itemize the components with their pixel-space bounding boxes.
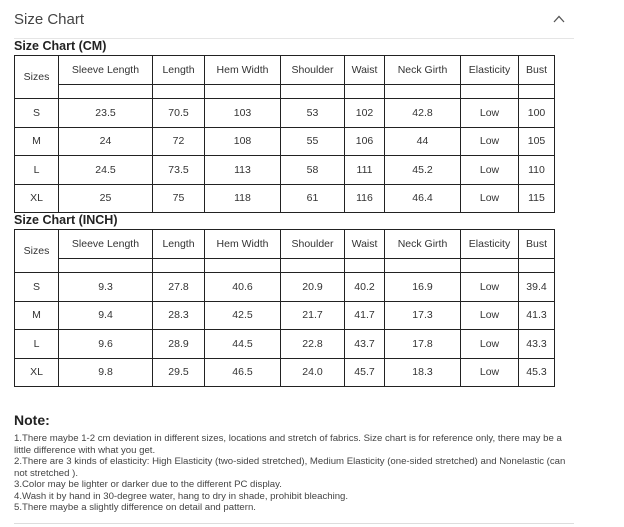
column-header: Bust [519, 230, 555, 259]
empty-cell [153, 85, 205, 99]
table-row [15, 127, 555, 156]
table-cell: 20.9 [281, 273, 345, 302]
table-cell: Low [461, 184, 519, 213]
table-cell: 27.8 [153, 273, 205, 302]
table-cell: 42.5 [205, 301, 281, 330]
table-cell: 29.5 [153, 358, 205, 387]
table-cell: 28.9 [153, 330, 205, 359]
empty-cell [345, 259, 385, 273]
empty-cell [153, 259, 205, 273]
table-cell: 21.7 [281, 301, 345, 330]
column-header: Bust [519, 56, 555, 85]
column-header: Neck Girth [385, 230, 461, 259]
table-cell: 45.7 [345, 358, 385, 387]
table-cell: 100 [519, 99, 555, 128]
column-header: Elasticity [461, 56, 519, 85]
divider [14, 523, 574, 524]
empty-cell [59, 85, 153, 99]
table-cell: 46.4 [385, 184, 461, 213]
empty-cell [281, 259, 345, 273]
table-row [15, 330, 555, 359]
table-cell: 73.5 [153, 156, 205, 185]
inch-table-title: Size Chart (INCH) [14, 213, 118, 227]
column-header: Shoulder [281, 56, 345, 85]
table-cell: 9.3 [59, 273, 153, 302]
column-header: Neck Girth [385, 56, 461, 85]
table-header-row [15, 230, 555, 259]
table-header-row [15, 56, 555, 85]
column-header: Length [153, 230, 205, 259]
note-item: 5.There maybe a slightly difference on detail and pattern. [14, 502, 256, 513]
table-cell: 24 [59, 127, 153, 156]
size-cell: M [15, 301, 59, 330]
table-cell: 16.9 [385, 273, 461, 302]
size-chart-title: Size Chart [14, 11, 85, 28]
empty-cell [59, 259, 153, 273]
empty-cell [205, 259, 281, 273]
note-title: Note: [14, 412, 50, 428]
empty-cell [281, 85, 345, 99]
table-cell: 118 [205, 184, 281, 213]
column-header: Length [153, 56, 205, 85]
table-cell: 61 [281, 184, 345, 213]
table-cell: 39.4 [519, 273, 555, 302]
chevron-up-icon[interactable] [552, 12, 566, 26]
table-cell: 18.3 [385, 358, 461, 387]
empty-cell [385, 259, 461, 273]
column-header: Waist [345, 56, 385, 85]
table-cell: 102 [345, 99, 385, 128]
note-item: 3.Color may be lighter or darker due to the different PC display. [14, 479, 282, 490]
table-cell: Low [461, 358, 519, 387]
empty-cell [205, 85, 281, 99]
table-cell: Low [461, 273, 519, 302]
column-header: Sleeve Length [59, 230, 153, 259]
size-cell: L [15, 156, 59, 185]
table-cell: 17.8 [385, 330, 461, 359]
table-row [15, 301, 555, 330]
table-cell: 55 [281, 127, 345, 156]
table-cell: 41.7 [345, 301, 385, 330]
table-cell: 43.7 [345, 330, 385, 359]
table-cell: Low [461, 301, 519, 330]
table-cell: 111 [345, 156, 385, 185]
table-cell: 58 [281, 156, 345, 185]
table-cell: Low [461, 156, 519, 185]
table-cell: 9.4 [59, 301, 153, 330]
table-row [15, 99, 555, 128]
column-header: Sizes [15, 56, 59, 99]
table-cell: 22.8 [281, 330, 345, 359]
size-chart-header[interactable] [14, 0, 574, 39]
table-cell: Low [461, 330, 519, 359]
table-spacer-row [15, 85, 555, 99]
size-cell: S [15, 273, 59, 302]
table-cell: 70.5 [153, 99, 205, 128]
empty-cell [461, 85, 519, 99]
table-cell: 41.3 [519, 301, 555, 330]
table-cell: Low [461, 99, 519, 128]
table-spacer-row [15, 259, 555, 273]
table-cell: 116 [345, 184, 385, 213]
table-cell: 43.3 [519, 330, 555, 359]
table-cell: 40.2 [345, 273, 385, 302]
table-cell: 24.5 [59, 156, 153, 185]
table-cell: 53 [281, 99, 345, 128]
size-cell: XL [15, 184, 59, 213]
table-cell: 106 [345, 127, 385, 156]
table-cell: 45.3 [519, 358, 555, 387]
size-cell: M [15, 127, 59, 156]
table-cell: 108 [205, 127, 281, 156]
table-cell: 24.0 [281, 358, 345, 387]
cm-table-title: Size Chart (CM) [14, 39, 107, 53]
size-cell: L [15, 330, 59, 359]
note-item: 4.Wash it by hand in 30-degree water, hang to dry in shade, prohibit bleaching. [14, 490, 349, 502]
column-header: Hem Width [205, 230, 281, 259]
note-item: 1.There maybe 1-2 cm deviation in different sizes, locations and stretch of fabrics. Size chart is for reference only, there may be a little difference with what you get. [14, 433, 562, 456]
table-cell: 9.8 [59, 358, 153, 387]
size-cell: XL [15, 358, 59, 387]
table-cell: 23.5 [59, 99, 153, 128]
table-cell: 42.8 [385, 99, 461, 128]
table-cell: 44 [385, 127, 461, 156]
column-header: Sizes [15, 230, 59, 273]
column-header: Waist [345, 230, 385, 259]
column-header: Elasticity [461, 230, 519, 259]
empty-cell [461, 259, 519, 273]
table-row [15, 358, 555, 387]
empty-cell [345, 85, 385, 99]
table-cell: 72 [153, 127, 205, 156]
note-item: 2.There are 3 kinds of elasticity: High Elasticity (two-sided stretched), Medium Elasticity (one-sided stretched) and Nonelastic (can not stretched ). [14, 456, 566, 479]
table-cell: 45.2 [385, 156, 461, 185]
table-row [15, 273, 555, 302]
empty-cell [385, 85, 461, 99]
table-cell: 46.5 [205, 358, 281, 387]
table-row [15, 184, 555, 213]
size-table-cm [14, 55, 555, 213]
table-cell: 40.6 [205, 273, 281, 302]
table-cell: 110 [519, 156, 555, 185]
table-cell: 44.5 [205, 330, 281, 359]
table-cell: 105 [519, 127, 555, 156]
table-cell: 103 [205, 99, 281, 128]
column-header: Hem Width [205, 56, 281, 85]
table-cell: 9.6 [59, 330, 153, 359]
size-cell: S [15, 99, 59, 128]
table-row [15, 156, 555, 185]
table-cell: 115 [519, 184, 555, 213]
column-header: Shoulder [281, 230, 345, 259]
table-cell: 28.3 [153, 301, 205, 330]
note-list [14, 433, 569, 514]
table-cell: Low [461, 127, 519, 156]
column-header: Sleeve Length [59, 56, 153, 85]
table-cell: 113 [205, 156, 281, 185]
table-cell: 75 [153, 184, 205, 213]
table-cell: 25 [59, 184, 153, 213]
empty-cell [519, 259, 555, 273]
size-table-inch [14, 229, 555, 387]
empty-cell [519, 85, 555, 99]
table-cell: 17.3 [385, 301, 461, 330]
